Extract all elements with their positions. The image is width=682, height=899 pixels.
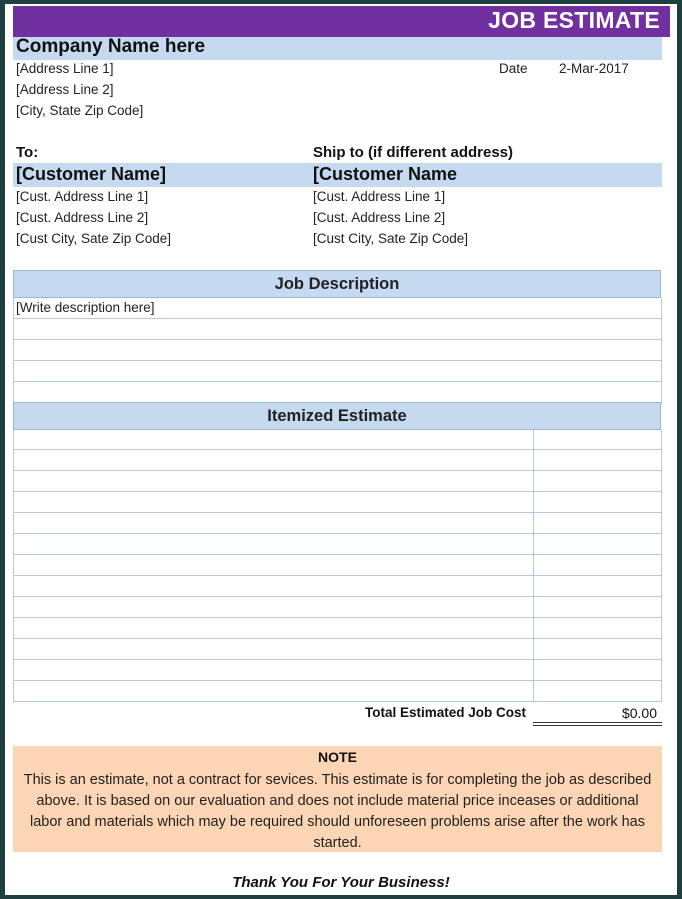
total-underline-lower <box>533 725 662 726</box>
itemized-row-rule <box>13 659 662 660</box>
title-banner <box>13 6 670 37</box>
itemized-row-rule <box>13 617 662 618</box>
company-city-state-zip: [City, State Zip Code] <box>16 103 144 118</box>
to-address-line1: [Cust. Address Line 1] <box>16 189 149 204</box>
itemized-row-rule <box>13 554 662 555</box>
job-description-rule <box>13 318 662 319</box>
company-address-line2: [Address Line 2] <box>16 82 114 97</box>
itemized-row-rule <box>13 701 662 702</box>
itemized-row-rule <box>13 491 662 492</box>
itemized-row-rule <box>13 575 662 576</box>
itemized-estimate-heading: Itemized Estimate <box>267 407 407 425</box>
date-value: 2-Mar-2017 <box>559 61 629 76</box>
estimate-page <box>5 4 677 895</box>
job-description-left-border <box>13 298 14 404</box>
itemized-row-rule <box>13 596 662 597</box>
job-description-rule <box>13 381 662 382</box>
itemized-row-rule <box>13 533 662 534</box>
job-description-header <box>13 270 661 298</box>
thank-you-message: Thank You For Your Business! <box>232 874 450 891</box>
job-description-placeholder[interactable]: [Write description here] <box>16 300 155 315</box>
ship-to-address-line2: [Cust. Address Line 2] <box>313 210 446 225</box>
ship-to-customer-name: [Customer Name <box>313 164 458 184</box>
itemized-row-rule <box>13 449 662 450</box>
job-description-heading: Job Description <box>274 275 400 293</box>
ship-to-label: Ship to (if different address) <box>313 144 514 161</box>
to-address-line2: [Cust. Address Line 2] <box>16 210 149 225</box>
to-label: To: <box>16 144 39 161</box>
note-box <box>13 746 662 852</box>
itemized-estimate-header <box>13 402 661 430</box>
total-estimated-cost-value: $0.00 <box>621 705 657 721</box>
job-description-rule <box>13 360 662 361</box>
itemized-row-rule <box>13 638 662 639</box>
itemized-row-rule <box>13 512 662 513</box>
date-label: Date <box>499 61 528 76</box>
company-name: Company Name here <box>16 36 206 57</box>
to-customer-name: [Customer Name] <box>16 164 167 184</box>
note-body: This is an estimate, not a contract for sevices. This estimate is for completing the job as described above. It is based on our evaluation and does not include material price inceases or additional labor and materials which may be required should unforeseen problems arise after the work has started. <box>23 772 652 851</box>
document-title: JOB ESTIMATE <box>488 7 660 33</box>
total-underline-upper <box>533 722 662 723</box>
note-heading: NOTE <box>318 749 357 765</box>
to-city-state-zip: [Cust City, Sate Zip Code] <box>16 231 172 246</box>
job-description-right-border <box>661 298 662 404</box>
company-address-line1: [Address Line 1] <box>16 61 114 76</box>
total-estimated-cost-label: Total Estimated Job Cost <box>365 705 527 720</box>
itemized-row-rule <box>13 680 662 681</box>
itemized-row-rule <box>13 470 662 471</box>
ship-to-city-state-zip: [Cust City, Sate Zip Code] <box>313 231 469 246</box>
job-description-rule <box>13 339 662 340</box>
ship-to-address-line1: [Cust. Address Line 1] <box>313 189 446 204</box>
